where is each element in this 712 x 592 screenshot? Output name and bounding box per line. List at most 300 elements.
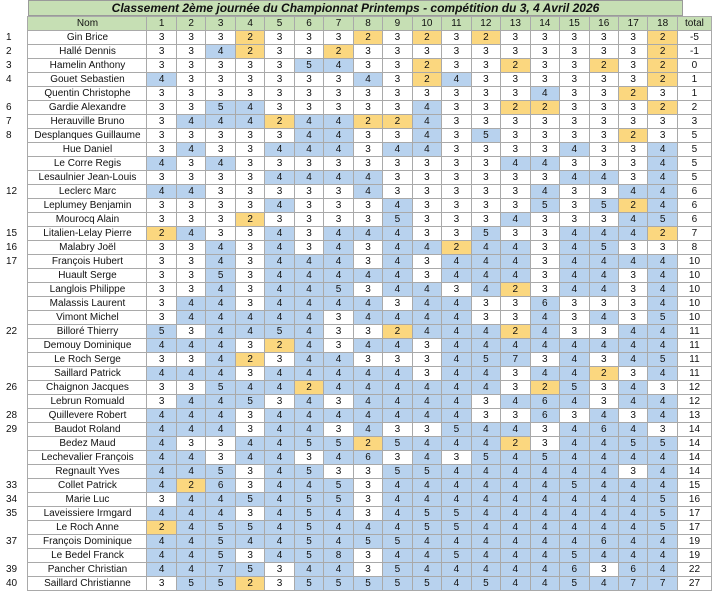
score-cell[interactable]: 4 xyxy=(353,381,382,395)
total-cell[interactable]: 5 xyxy=(677,171,711,185)
score-cell[interactable]: 4 xyxy=(147,339,176,353)
score-cell[interactable]: 6 xyxy=(206,479,235,493)
score-cell[interactable]: 3 xyxy=(530,59,559,73)
total-cell[interactable]: 12 xyxy=(677,381,711,395)
total-cell[interactable]: 10 xyxy=(677,311,711,325)
score-cell[interactable]: 3 xyxy=(618,409,647,423)
score-cell[interactable]: 3 xyxy=(176,59,205,73)
score-cell[interactable]: 4 xyxy=(442,353,471,367)
score-cell[interactable]: 3 xyxy=(530,129,559,143)
score-cell[interactable]: 3 xyxy=(235,185,264,199)
score-cell[interactable]: 4 xyxy=(294,283,323,297)
score-cell[interactable]: 3 xyxy=(530,143,559,157)
score-cell[interactable]: 4 xyxy=(383,241,412,255)
score-cell[interactable]: 4 xyxy=(471,255,500,269)
score-cell[interactable]: 3 xyxy=(324,87,353,101)
score-cell[interactable]: 3 xyxy=(589,297,618,311)
score-cell[interactable]: 4 xyxy=(147,437,176,451)
score-cell[interactable]: 4 xyxy=(501,423,530,437)
player-name-cell[interactable]: Le Bedel Franck xyxy=(28,549,147,563)
score-cell[interactable]: 3 xyxy=(176,73,205,87)
score-cell[interactable]: 3 xyxy=(324,465,353,479)
score-cell[interactable]: 3 xyxy=(471,185,500,199)
score-cell[interactable]: 3 xyxy=(294,213,323,227)
score-cell[interactable]: 4 xyxy=(412,563,441,577)
score-cell[interactable]: 4 xyxy=(206,297,235,311)
score-cell[interactable]: 3 xyxy=(560,73,589,87)
score-cell[interactable]: 3 xyxy=(294,45,323,59)
score-cell[interactable]: 4 xyxy=(147,535,176,549)
score-cell[interactable]: 3 xyxy=(147,171,176,185)
score-cell[interactable]: 3 xyxy=(324,185,353,199)
score-cell[interactable]: 2 xyxy=(471,31,500,45)
score-cell[interactable]: 4 xyxy=(648,535,677,549)
score-cell[interactable]: 3 xyxy=(618,283,647,297)
score-cell[interactable]: 4 xyxy=(530,367,559,381)
score-cell[interactable]: 4 xyxy=(530,535,559,549)
score-cell[interactable]: 3 xyxy=(618,101,647,115)
score-cell[interactable]: 3 xyxy=(383,31,412,45)
score-cell[interactable]: 4 xyxy=(560,507,589,521)
score-cell[interactable]: 5 xyxy=(324,493,353,507)
score-cell[interactable]: 3 xyxy=(648,241,677,255)
score-cell[interactable]: 3 xyxy=(471,143,500,157)
score-cell[interactable]: 4 xyxy=(383,479,412,493)
score-cell[interactable]: 3 xyxy=(176,213,205,227)
score-cell[interactable]: 4 xyxy=(147,465,176,479)
score-cell[interactable]: 3 xyxy=(471,171,500,185)
score-cell[interactable]: 2 xyxy=(589,367,618,381)
score-cell[interactable]: 5 xyxy=(324,577,353,591)
score-cell[interactable]: 3 xyxy=(235,157,264,171)
score-cell[interactable]: 4 xyxy=(383,199,412,213)
score-cell[interactable]: 3 xyxy=(501,227,530,241)
score-cell[interactable]: 3 xyxy=(176,325,205,339)
score-cell[interactable]: 3 xyxy=(235,241,264,255)
score-cell[interactable]: 2 xyxy=(501,283,530,297)
score-cell[interactable]: 4 xyxy=(412,311,441,325)
score-cell[interactable]: 3 xyxy=(618,73,647,87)
score-cell[interactable]: 4 xyxy=(648,297,677,311)
score-cell[interactable]: 5 xyxy=(589,241,618,255)
score-cell[interactable]: 3 xyxy=(235,269,264,283)
score-cell[interactable]: 4 xyxy=(412,297,441,311)
score-cell[interactable]: 4 xyxy=(618,423,647,437)
score-cell[interactable]: 4 xyxy=(442,465,471,479)
score-cell[interactable]: 6 xyxy=(353,451,382,465)
score-cell[interactable]: 3 xyxy=(176,171,205,185)
score-cell[interactable]: 4 xyxy=(589,521,618,535)
score-cell[interactable]: 3 xyxy=(618,367,647,381)
score-cell[interactable]: 3 xyxy=(501,185,530,199)
player-name-cell[interactable]: Hallé Dennis xyxy=(28,45,147,59)
score-cell[interactable]: 3 xyxy=(265,129,294,143)
score-cell[interactable]: 3 xyxy=(294,241,323,255)
score-cell[interactable]: 4 xyxy=(147,409,176,423)
score-cell[interactable]: 3 xyxy=(501,45,530,59)
score-cell[interactable]: 5 xyxy=(383,577,412,591)
score-cell[interactable]: 4 xyxy=(265,255,294,269)
score-cell[interactable]: 3 xyxy=(176,353,205,367)
score-cell[interactable]: 4 xyxy=(501,255,530,269)
score-cell[interactable]: 4 xyxy=(530,549,559,563)
score-cell[interactable]: 4 xyxy=(530,325,559,339)
score-cell[interactable]: 3 xyxy=(235,199,264,213)
score-cell[interactable]: 4 xyxy=(383,339,412,353)
score-cell[interactable]: 4 xyxy=(530,521,559,535)
score-cell[interactable]: 5 xyxy=(442,423,471,437)
score-cell[interactable]: 3 xyxy=(147,311,176,325)
score-cell[interactable]: 3 xyxy=(648,381,677,395)
score-cell[interactable]: 4 xyxy=(471,563,500,577)
score-cell[interactable]: 4 xyxy=(383,381,412,395)
score-cell[interactable]: 4 xyxy=(353,423,382,437)
player-name-cell[interactable]: Gouet Sebastien xyxy=(28,73,147,87)
score-cell[interactable]: 4 xyxy=(235,325,264,339)
score-cell[interactable]: 3 xyxy=(412,255,441,269)
score-cell[interactable]: 4 xyxy=(589,339,618,353)
score-cell[interactable]: 3 xyxy=(442,227,471,241)
score-cell[interactable]: 3 xyxy=(265,563,294,577)
score-cell[interactable]: 6 xyxy=(560,563,589,577)
score-cell[interactable]: 3 xyxy=(324,423,353,437)
score-cell[interactable]: 3 xyxy=(206,87,235,101)
score-cell[interactable]: 3 xyxy=(471,87,500,101)
score-cell[interactable]: 4 xyxy=(560,143,589,157)
score-cell[interactable]: 3 xyxy=(648,129,677,143)
score-cell[interactable]: 4 xyxy=(324,255,353,269)
score-cell[interactable]: 4 xyxy=(560,353,589,367)
score-cell[interactable]: 3 xyxy=(294,73,323,87)
total-cell[interactable]: 11 xyxy=(677,353,711,367)
total-cell[interactable]: -1 xyxy=(677,45,711,59)
total-cell[interactable]: 19 xyxy=(677,535,711,549)
score-cell[interactable]: 3 xyxy=(412,227,441,241)
score-cell[interactable]: 4 xyxy=(353,367,382,381)
score-cell[interactable]: 4 xyxy=(530,465,559,479)
score-cell[interactable]: 4 xyxy=(324,451,353,465)
score-cell[interactable]: 4 xyxy=(383,367,412,381)
score-cell[interactable]: 3 xyxy=(235,549,264,563)
score-cell[interactable]: 3 xyxy=(560,185,589,199)
score-cell[interactable]: 3 xyxy=(471,311,500,325)
score-cell[interactable]: 5 xyxy=(206,381,235,395)
score-cell[interactable]: 4 xyxy=(294,311,323,325)
player-name-cell[interactable]: Leclerc Marc xyxy=(28,185,147,199)
player-name-cell[interactable]: Billoré Thierry xyxy=(28,325,147,339)
score-cell[interactable]: 4 xyxy=(383,549,412,563)
score-cell[interactable]: 4 xyxy=(589,507,618,521)
score-cell[interactable]: 4 xyxy=(324,535,353,549)
score-cell[interactable]: 4 xyxy=(294,353,323,367)
score-cell[interactable]: 3 xyxy=(324,311,353,325)
score-cell[interactable]: 2 xyxy=(412,31,441,45)
score-cell[interactable]: 3 xyxy=(530,283,559,297)
score-cell[interactable]: 3 xyxy=(265,59,294,73)
total-cell[interactable]: 10 xyxy=(677,283,711,297)
score-cell[interactable]: 3 xyxy=(265,45,294,59)
total-cell[interactable]: -5 xyxy=(677,31,711,45)
score-cell[interactable]: 3 xyxy=(618,157,647,171)
score-cell[interactable]: 5 xyxy=(353,577,382,591)
player-name-cell[interactable]: Le Roch Anne xyxy=(28,521,147,535)
score-cell[interactable]: 5 xyxy=(412,507,441,521)
total-cell[interactable]: 8 xyxy=(677,241,711,255)
score-cell[interactable]: 6 xyxy=(589,423,618,437)
score-cell[interactable]: 5 xyxy=(147,325,176,339)
score-cell[interactable]: 3 xyxy=(147,577,176,591)
score-cell[interactable]: 4 xyxy=(530,493,559,507)
score-cell[interactable]: 3 xyxy=(294,199,323,213)
score-cell[interactable]: 4 xyxy=(618,213,647,227)
score-cell[interactable]: 3 xyxy=(471,73,500,87)
score-cell[interactable]: 4 xyxy=(618,451,647,465)
score-cell[interactable]: 3 xyxy=(147,395,176,409)
score-cell[interactable]: 3 xyxy=(353,507,382,521)
score-cell[interactable]: 5 xyxy=(324,479,353,493)
score-cell[interactable]: 4 xyxy=(324,115,353,129)
score-cell[interactable]: 4 xyxy=(560,339,589,353)
total-cell[interactable]: 5 xyxy=(677,129,711,143)
score-cell[interactable]: 4 xyxy=(618,549,647,563)
score-cell[interactable]: 4 xyxy=(471,367,500,381)
score-cell[interactable]: 4 xyxy=(530,507,559,521)
player-name-cell[interactable]: Gardie Alexandre xyxy=(28,101,147,115)
score-cell[interactable]: 4 xyxy=(324,241,353,255)
score-cell[interactable]: 3 xyxy=(412,367,441,381)
score-cell[interactable]: 3 xyxy=(147,59,176,73)
score-cell[interactable]: 3 xyxy=(206,437,235,451)
score-cell[interactable]: 4 xyxy=(648,549,677,563)
score-cell[interactable]: 2 xyxy=(412,59,441,73)
score-cell[interactable]: 4 xyxy=(147,479,176,493)
score-cell[interactable]: 4 xyxy=(618,185,647,199)
score-cell[interactable]: 4 xyxy=(589,283,618,297)
score-cell[interactable]: 4 xyxy=(206,395,235,409)
score-cell[interactable]: 4 xyxy=(265,199,294,213)
score-cell[interactable]: 2 xyxy=(648,101,677,115)
score-cell[interactable]: 5 xyxy=(294,507,323,521)
score-cell[interactable]: 3 xyxy=(471,115,500,129)
score-cell[interactable]: 4 xyxy=(294,269,323,283)
score-cell[interactable]: 4 xyxy=(530,311,559,325)
score-cell[interactable]: 3 xyxy=(353,157,382,171)
score-cell[interactable]: 4 xyxy=(471,339,500,353)
score-cell[interactable]: 4 xyxy=(294,325,323,339)
score-cell[interactable]: 3 xyxy=(589,115,618,129)
score-cell[interactable]: 5 xyxy=(648,213,677,227)
score-cell[interactable]: 4 xyxy=(589,409,618,423)
score-cell[interactable]: 3 xyxy=(383,73,412,87)
score-cell[interactable]: 4 xyxy=(412,101,441,115)
score-cell[interactable]: 5 xyxy=(294,59,323,73)
player-name-cell[interactable]: Regnault Yves xyxy=(28,465,147,479)
score-cell[interactable]: 6 xyxy=(530,409,559,423)
score-cell[interactable]: 3 xyxy=(648,423,677,437)
score-cell[interactable]: 5 xyxy=(294,493,323,507)
score-cell[interactable]: 4 xyxy=(560,367,589,381)
score-cell[interactable]: 3 xyxy=(560,297,589,311)
score-cell[interactable]: 4 xyxy=(294,297,323,311)
score-cell[interactable]: 3 xyxy=(353,199,382,213)
score-cell[interactable]: 5 xyxy=(412,465,441,479)
score-cell[interactable]: 4 xyxy=(265,143,294,157)
score-cell[interactable]: 4 xyxy=(147,185,176,199)
score-cell[interactable]: 5 xyxy=(648,353,677,367)
score-cell[interactable]: 4 xyxy=(206,423,235,437)
score-cell[interactable]: 4 xyxy=(265,297,294,311)
score-cell[interactable]: 3 xyxy=(235,465,264,479)
player-name-cell[interactable]: Pancher Christian xyxy=(28,563,147,577)
score-cell[interactable]: 4 xyxy=(206,409,235,423)
score-cell[interactable]: 4 xyxy=(530,87,559,101)
score-cell[interactable]: 4 xyxy=(265,283,294,297)
score-cell[interactable]: 2 xyxy=(235,353,264,367)
score-cell[interactable]: 4 xyxy=(471,549,500,563)
score-cell[interactable]: 4 xyxy=(560,451,589,465)
score-cell[interactable]: 3 xyxy=(560,87,589,101)
score-cell[interactable]: 4 xyxy=(442,493,471,507)
score-cell[interactable]: 4 xyxy=(265,381,294,395)
score-cell[interactable]: 3 xyxy=(442,59,471,73)
score-cell[interactable]: 4 xyxy=(412,549,441,563)
score-cell[interactable]: 3 xyxy=(235,423,264,437)
score-cell[interactable]: 3 xyxy=(353,45,382,59)
score-cell[interactable]: 4 xyxy=(176,451,205,465)
player-name-cell[interactable]: Huault Serge xyxy=(28,269,147,283)
score-cell[interactable]: 2 xyxy=(147,227,176,241)
score-cell[interactable]: 4 xyxy=(206,493,235,507)
score-cell[interactable]: 4 xyxy=(294,171,323,185)
score-cell[interactable]: 4 xyxy=(353,339,382,353)
score-cell[interactable]: 4 xyxy=(353,521,382,535)
total-cell[interactable]: 3 xyxy=(677,115,711,129)
score-cell[interactable]: 4 xyxy=(560,227,589,241)
player-name-cell[interactable]: Herauville Bruno xyxy=(28,115,147,129)
score-cell[interactable]: 4 xyxy=(501,563,530,577)
score-cell[interactable]: 4 xyxy=(442,409,471,423)
score-cell[interactable]: 4 xyxy=(383,311,412,325)
score-cell[interactable]: 3 xyxy=(147,143,176,157)
score-cell[interactable]: 4 xyxy=(412,479,441,493)
score-cell[interactable]: 4 xyxy=(501,493,530,507)
score-cell[interactable]: 3 xyxy=(530,269,559,283)
score-cell[interactable]: 4 xyxy=(442,297,471,311)
score-cell[interactable]: 4 xyxy=(147,563,176,577)
score-cell[interactable]: 3 xyxy=(176,45,205,59)
score-cell[interactable]: 3 xyxy=(618,269,647,283)
score-cell[interactable]: 4 xyxy=(235,115,264,129)
score-cell[interactable]: 3 xyxy=(383,101,412,115)
score-cell[interactable]: 3 xyxy=(442,451,471,465)
score-cell[interactable]: 4 xyxy=(589,269,618,283)
score-cell[interactable]: 5 xyxy=(589,199,618,213)
score-cell[interactable]: 4 xyxy=(383,143,412,157)
score-cell[interactable]: 4 xyxy=(294,143,323,157)
score-cell[interactable]: 4 xyxy=(648,409,677,423)
score-cell[interactable]: 3 xyxy=(176,129,205,143)
score-cell[interactable]: 3 xyxy=(618,311,647,325)
score-cell[interactable]: 4 xyxy=(265,535,294,549)
score-cell[interactable]: 4 xyxy=(265,171,294,185)
total-cell[interactable]: 10 xyxy=(677,269,711,283)
score-cell[interactable]: 3 xyxy=(147,31,176,45)
score-cell[interactable]: 3 xyxy=(530,45,559,59)
score-cell[interactable]: 4 xyxy=(176,115,205,129)
score-cell[interactable]: 2 xyxy=(530,101,559,115)
score-cell[interactable]: 3 xyxy=(501,409,530,423)
score-cell[interactable]: 4 xyxy=(294,367,323,381)
score-cell[interactable]: 3 xyxy=(235,129,264,143)
score-cell[interactable]: 3 xyxy=(206,227,235,241)
score-cell[interactable]: 4 xyxy=(648,367,677,381)
score-cell[interactable]: 3 xyxy=(206,451,235,465)
score-cell[interactable]: 3 xyxy=(383,353,412,367)
score-cell[interactable]: 3 xyxy=(383,45,412,59)
score-cell[interactable]: 4 xyxy=(648,157,677,171)
score-cell[interactable]: 4 xyxy=(383,395,412,409)
score-cell[interactable]: 5 xyxy=(294,577,323,591)
score-cell[interactable]: 4 xyxy=(618,353,647,367)
score-cell[interactable]: 4 xyxy=(560,395,589,409)
score-cell[interactable]: 4 xyxy=(530,563,559,577)
score-cell[interactable]: 5 xyxy=(560,381,589,395)
player-name-cell[interactable]: Gin Brice xyxy=(28,31,147,45)
score-cell[interactable]: 3 xyxy=(560,325,589,339)
score-cell[interactable]: 3 xyxy=(589,101,618,115)
score-cell[interactable]: 5 xyxy=(530,199,559,213)
score-cell[interactable]: 3 xyxy=(147,115,176,129)
score-cell[interactable]: 2 xyxy=(618,199,647,213)
score-cell[interactable]: 4 xyxy=(265,507,294,521)
score-cell[interactable]: 5 xyxy=(206,269,235,283)
score-cell[interactable]: 2 xyxy=(648,59,677,73)
score-cell[interactable]: 5 xyxy=(235,563,264,577)
score-cell[interactable]: 2 xyxy=(530,381,559,395)
score-cell[interactable]: 4 xyxy=(383,521,412,535)
score-cell[interactable]: 3 xyxy=(589,157,618,171)
score-cell[interactable]: 4 xyxy=(560,241,589,255)
score-cell[interactable]: 4 xyxy=(294,129,323,143)
player-name-cell[interactable]: Chaignon Jacques xyxy=(28,381,147,395)
score-cell[interactable]: 4 xyxy=(353,227,382,241)
score-cell[interactable]: 5 xyxy=(383,465,412,479)
score-cell[interactable]: 3 xyxy=(324,395,353,409)
score-cell[interactable]: 3 xyxy=(353,59,382,73)
score-cell[interactable]: 3 xyxy=(589,31,618,45)
score-cell[interactable]: 4 xyxy=(589,437,618,451)
score-cell[interactable]: 2 xyxy=(501,437,530,451)
score-cell[interactable]: 3 xyxy=(235,59,264,73)
score-cell[interactable]: 4 xyxy=(589,549,618,563)
score-cell[interactable]: 4 xyxy=(589,465,618,479)
score-cell[interactable]: 3 xyxy=(501,143,530,157)
score-cell[interactable]: 4 xyxy=(176,563,205,577)
total-cell[interactable]: 7 xyxy=(677,227,711,241)
score-cell[interactable]: 3 xyxy=(442,213,471,227)
score-cell[interactable]: 3 xyxy=(589,563,618,577)
score-cell[interactable]: 4 xyxy=(471,437,500,451)
score-cell[interactable]: 4 xyxy=(412,451,441,465)
score-cell[interactable]: 4 xyxy=(618,381,647,395)
score-cell[interactable]: 4 xyxy=(176,549,205,563)
score-cell[interactable]: 3 xyxy=(589,395,618,409)
score-cell[interactable]: 3 xyxy=(353,479,382,493)
score-cell[interactable]: 5 xyxy=(442,507,471,521)
score-cell[interactable]: 3 xyxy=(383,171,412,185)
score-cell[interactable]: 3 xyxy=(235,297,264,311)
score-cell[interactable]: 2 xyxy=(618,129,647,143)
